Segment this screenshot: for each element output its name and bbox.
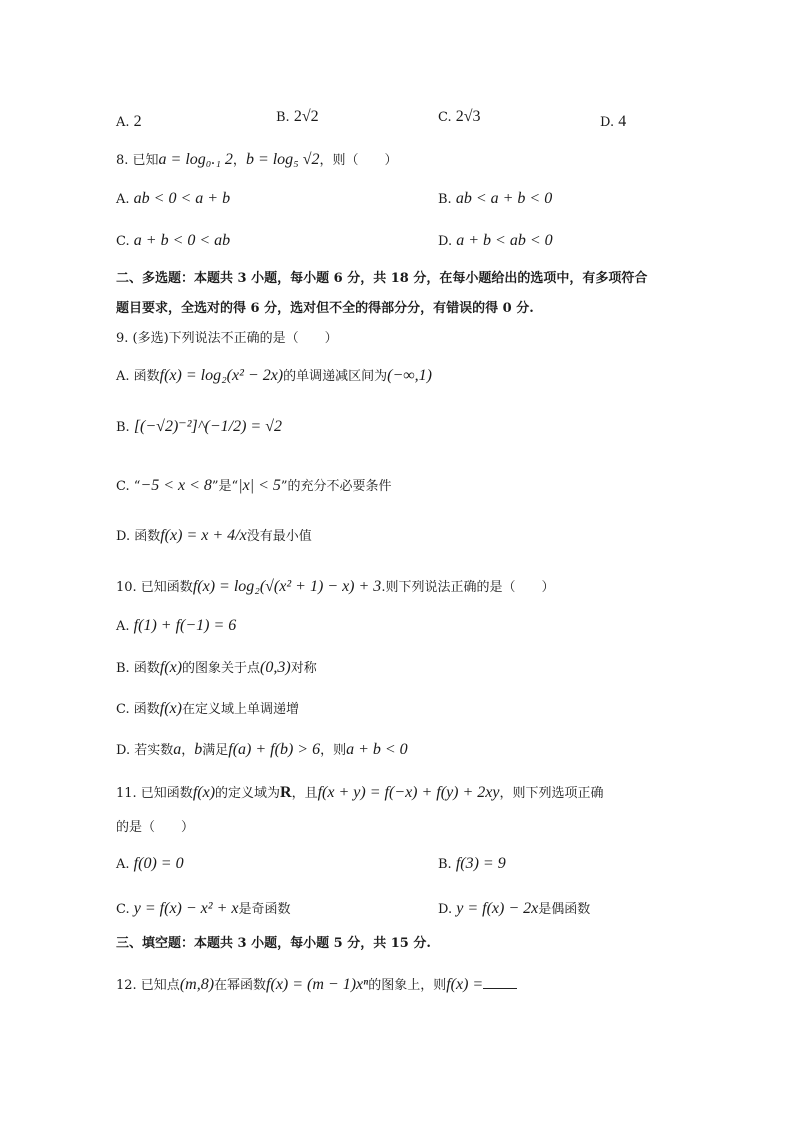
q10-stem-math: f(x) = log₂(√(x² + 1) − x) + 3 — [192, 578, 382, 595]
q8-stem — [116, 151, 398, 170]
q12-stem-prefix: 12. 已知点 — [116, 978, 180, 993]
option-letter: C. — [116, 234, 130, 249]
option-math: 2√2 — [293, 108, 319, 125]
q11-stem-prefix: 11. 已知函数 — [116, 786, 193, 801]
option-letter: D. — [600, 115, 615, 130]
q10-b-prefix: B. 函数 — [116, 661, 160, 676]
q7-option-d — [600, 113, 626, 132]
q10-b-suffix: 对称 — [290, 661, 317, 676]
q10-c-prefix: C. 函数 — [116, 702, 160, 717]
q11-option-c — [116, 900, 290, 919]
option-math: a + b < 0 < ab — [133, 232, 231, 249]
q10-c-math: f(x) — [159, 700, 182, 717]
q11-stem-mid2: ，且 — [291, 786, 318, 801]
q10-d-b: b — [194, 741, 203, 758]
q7-option-c — [438, 108, 481, 127]
q8-stem-prefix: 8. 已知 — [116, 153, 159, 168]
q10-option-c — [116, 700, 299, 719]
q12-math1: (m,8) — [179, 976, 215, 993]
q11-option-a — [116, 855, 184, 874]
q12-math3: f(x) = — [446, 976, 484, 993]
option-letter: B. — [438, 192, 452, 207]
q10-a-letter: A. — [116, 619, 130, 634]
q11-stem-math: f(x) — [192, 784, 216, 801]
option-math: ab < a + b < 0 — [455, 190, 553, 207]
q11-d-letter: D. — [438, 902, 453, 917]
q11-b-letter: B. — [438, 857, 452, 872]
q11-option-d — [438, 900, 590, 919]
q10-a-math: f(1) + f(−1) = 6 — [133, 617, 237, 634]
q9-d-math: f(x) = x + 4/x — [160, 527, 247, 544]
q11-a-letter: A. — [116, 857, 130, 872]
q11-stem-r: R — [280, 784, 292, 801]
q7-option-a — [116, 113, 142, 132]
q8-sep: ， — [232, 153, 246, 168]
q10-option-b — [116, 659, 317, 678]
q8-option-d — [438, 232, 553, 251]
q9-c-prefix: C. “ — [116, 479, 141, 494]
option-math: ab < 0 < a + b — [133, 190, 231, 207]
q11-a-math: f(0) = 0 — [133, 855, 184, 872]
q10-stem — [116, 578, 554, 597]
q11-d-suffix: 是偶函数 — [538, 902, 591, 917]
q9-a-math2: (−∞,1) — [387, 367, 432, 384]
q11-c-suffix: 是奇函数 — [238, 902, 291, 917]
q9-b-math: [(−√2)⁻²]^(−1/2) = √2 — [133, 418, 282, 435]
option-letter: A. — [116, 192, 130, 207]
q12-math2: f(x) = (m − 1)xⁿ — [266, 976, 369, 993]
option-math: 4 — [618, 113, 627, 130]
q11-stem-suffix: ，则下列选项正确 — [499, 786, 604, 801]
q8-math-a: a = log₀.₁ 2 — [158, 151, 233, 168]
q11-stem — [116, 784, 604, 803]
q9-option-d — [116, 527, 312, 546]
option-letter: A. — [116, 115, 130, 130]
q10-d-mid2: ，则 — [320, 743, 347, 758]
q10-b-math: f(x) — [159, 659, 183, 676]
q10-d-math2: a + b < 0 — [346, 741, 408, 758]
q12-stem — [116, 974, 517, 995]
q9-c-mid: ”是“ — [211, 479, 239, 494]
q9-d-suffix: 没有最小值 — [246, 529, 312, 544]
section3-heading: 三、填空题：本题共 3 小题，每小题 5 分，共 15 分. — [116, 936, 431, 951]
q10-c-suffix: 在定义域上单调递增 — [181, 702, 299, 717]
q9-stem: 9. (多选)下列说法不正确的是（ ） — [116, 331, 338, 346]
q12-mid: 在幂函数 — [214, 978, 267, 993]
q9-a-mid: 的单调递减区间为 — [283, 369, 388, 384]
q8-math-b: b = log₅ √2 — [245, 151, 320, 168]
q10-option-a — [116, 617, 236, 636]
q10-d-math: f(a) + f(b) > 6 — [228, 741, 321, 758]
answer-blank[interactable] — [483, 974, 517, 989]
option-math: 2 — [133, 113, 142, 130]
q9-option-c — [116, 477, 392, 496]
q9-d-prefix: D. 函数 — [116, 529, 161, 544]
q11-b-math: f(3) = 9 — [455, 855, 506, 872]
q9-option-b — [116, 418, 282, 437]
option-letter: C. — [438, 110, 452, 125]
q9-c-math: −5 < x < 8 — [140, 477, 212, 494]
option-letter: D. — [438, 234, 453, 249]
q10-b-mid: 的图象关于点 — [182, 661, 261, 676]
q11-stem-line2: 的是（ ） — [116, 820, 195, 835]
q9-option-a — [116, 367, 432, 386]
q11-c-letter: C. — [116, 902, 130, 917]
q9-c-suffix: ”的充分不必要条件 — [280, 479, 392, 494]
q8-option-c — [116, 232, 230, 251]
q10-d-sep: ， — [181, 743, 195, 758]
q11-option-b — [438, 855, 506, 874]
q9-c-math2: |x| < 5 — [238, 477, 281, 494]
q10-d-prefix: D. 若实数 — [116, 743, 174, 758]
q10-d-a: a — [173, 741, 182, 758]
q11-stem-mid: 的定义域为 — [215, 786, 281, 801]
q7-option-b — [276, 108, 319, 127]
q10-stem-suffix: .则下列说法正确的是（ ） — [381, 580, 555, 595]
q10-option-d — [116, 741, 408, 760]
section2-heading-line2: 题目要求，全选对的得 6 分，选对但不全的得部分分，有错误的得 0 分. — [116, 301, 534, 316]
q9-b-letter: B. — [116, 420, 130, 435]
q10-b-math2: (0,3) — [260, 659, 291, 676]
option-math: a + b < ab < 0 — [456, 232, 553, 249]
q10-stem-prefix: 10. 已知函数 — [116, 580, 193, 595]
q10-d-mid: 满足 — [202, 743, 229, 758]
option-letter: B. — [276, 110, 290, 125]
q11-stem-math2: f(x + y) = f(−x) + f(y) + 2xy — [317, 784, 500, 801]
q11-c-math: y = f(x) − x² + x — [133, 900, 239, 917]
q8-option-a — [116, 190, 230, 209]
option-math: 2√3 — [455, 108, 481, 125]
q12-mid2: 的图象上，则 — [368, 978, 447, 993]
q9-a-prefix: A. 函数 — [116, 369, 160, 384]
q11-d-math: y = f(x) − 2x — [456, 900, 539, 917]
section2-heading-line1: 二、多选题：本题共 3 小题，每小题 6 分，共 18 分，在每小题给出的选项中，有多项符合 — [116, 271, 648, 286]
q8-option-b — [438, 190, 552, 209]
q8-stem-suffix: ，则（ ） — [319, 153, 398, 168]
q9-a-math: f(x) = log₂(x² − 2x) — [159, 367, 284, 384]
